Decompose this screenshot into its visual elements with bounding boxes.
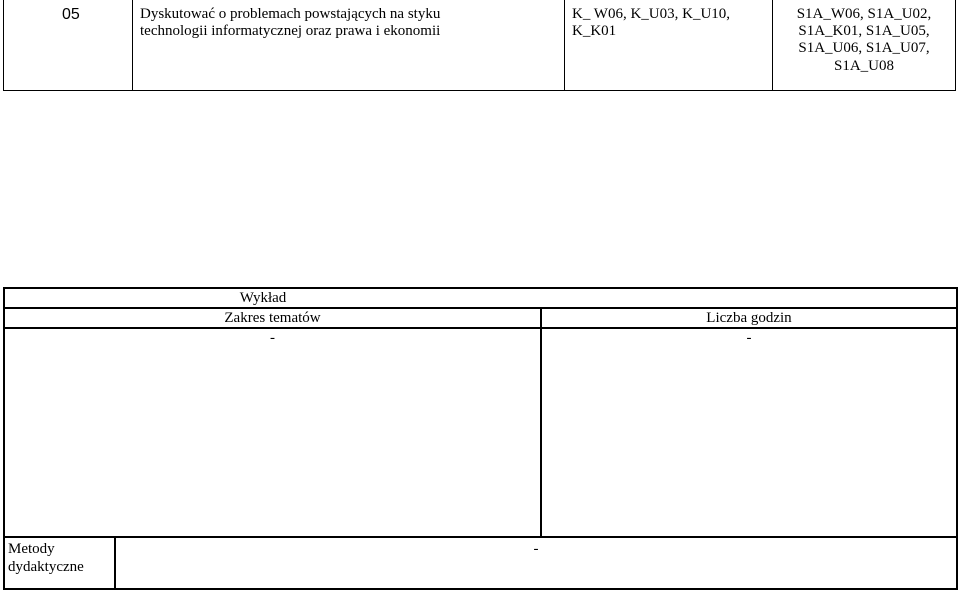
- lecture-table-right-border: [956, 287, 958, 538]
- methods-label-line-2: dydaktyczne: [8, 559, 84, 575]
- top-table-bottom-border: [3, 90, 956, 91]
- row-number: 05: [62, 6, 80, 23]
- top-table-left-border: [3, 0, 4, 91]
- lecture-title-bottom-border: [3, 307, 958, 309]
- effect-codes-line-1: K_ W06, K_U03, K_U10,: [572, 6, 731, 22]
- lecture-title: Wykład: [239, 290, 287, 306]
- area-codes-line-3: S1A_U06, S1A_U07,: [798, 40, 930, 56]
- top-table-divider-2: [564, 0, 565, 91]
- effect-text-line-2: technologii informatycznej oraz prawa i ekonomii: [140, 23, 441, 39]
- methods-table-right-border: [956, 536, 958, 590]
- hours-header: Liczba godzin: [706, 310, 792, 326]
- methods-value: -: [533, 541, 539, 557]
- methods-table-bottom-border: [3, 588, 958, 590]
- hours-value: -: [746, 330, 752, 346]
- topics-value: -: [270, 330, 275, 346]
- top-table-divider-1: [132, 0, 133, 91]
- lecture-table-top-border: [3, 287, 958, 289]
- top-table-right-border: [955, 0, 956, 91]
- methods-table-top-border: [3, 536, 958, 538]
- area-codes-line-2: S1A_K01, S1A_U05,: [798, 23, 930, 39]
- methods-label-line-1: Metody: [8, 541, 55, 557]
- effect-text-line-1: Dyskutować o problemach powstających na styku: [140, 6, 441, 22]
- area-codes-line-4: S1A_U08: [833, 58, 894, 74]
- lecture-header-bottom-border: [3, 327, 958, 329]
- topics-header: Zakres tematów: [224, 310, 321, 326]
- effect-codes-line-2: K_K01: [572, 23, 617, 39]
- methods-table-left-border: [3, 536, 5, 590]
- area-codes-line-1: S1A_W06, S1A_U02,: [796, 6, 932, 22]
